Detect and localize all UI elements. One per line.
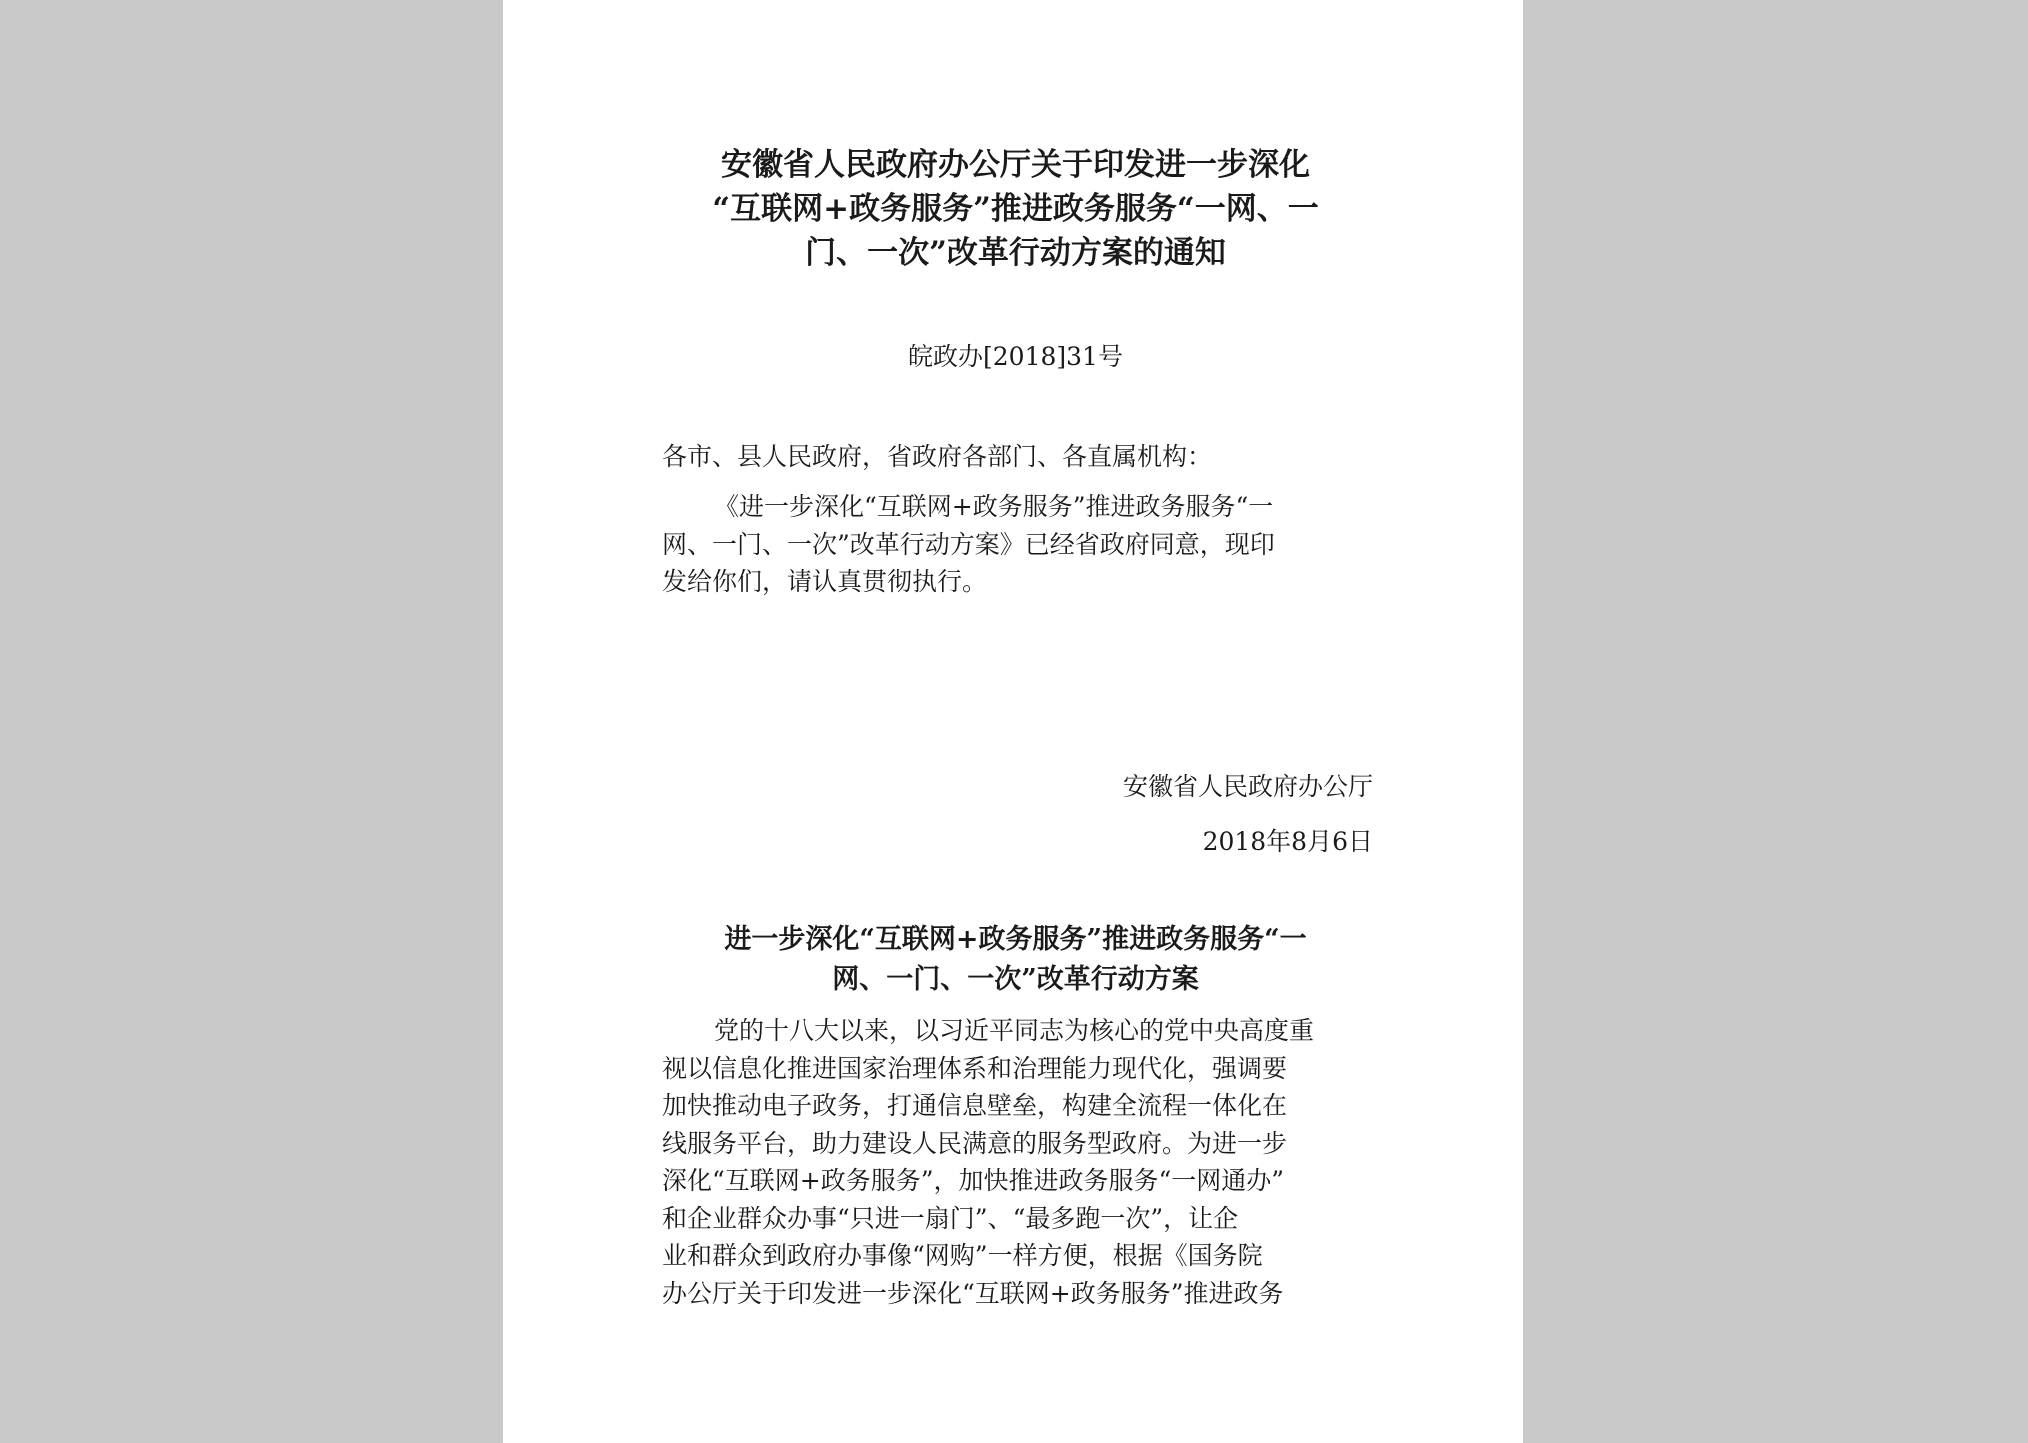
paragraph-line: 深化“互联网+政务服务”，加快推进政务服务“一网通办” (662, 1166, 1285, 1195)
paragraph-line: 《进一步深化“互联网+政务服务”推进政务服务“一 (714, 492, 1274, 521)
paragraph-line: 业和群众到政府办事像“网购”一样方便，根据《国务院 (662, 1241, 1263, 1270)
signature-date: 2018年8月6日 (1202, 827, 1373, 856)
plan-title (658, 920, 1373, 1000)
plan-title-line: 进一步深化“互联网+政务服务”推进政务服务“一 (724, 924, 1307, 955)
paragraph-line: 和企业群众办事“只进一扇门”、“最多跑一次”，让企 (662, 1203, 1239, 1233)
notice-paragraph (662, 488, 1377, 601)
title-line: 门、一次”改革行动方案的通知 (805, 235, 1226, 271)
paragraph-line: 办公厅关于印发进一步深化“互联网+政务服务”推进政务 (662, 1278, 1284, 1308)
paragraph-line: 网、一门、一次”改革行动方案》已经省政府同意，现印 (662, 529, 1275, 559)
paragraph-line: 线服务平台，助力建设人民满意的服务型政府。为进一步 (662, 1128, 1288, 1158)
document-title (658, 143, 1373, 275)
paragraph-line: 视以信息化推进国家治理体系和治理能力现代化，强调要 (662, 1053, 1288, 1083)
title-line: 安徽省人民政府办公厅关于印发进一步深化 (721, 147, 1310, 183)
paragraph-line: 加快推动电子政务，打通信息壁垒，构建全流程一体化在 (662, 1091, 1288, 1120)
plan-paragraph (662, 1012, 1377, 1312)
addressee: 各市、县人民政府，省政府各部门、各直属机构： (662, 442, 1213, 471)
document-number: 皖政办[2018]31号 (908, 342, 1123, 371)
paragraph-line: 发给你们，请认真贯彻执行。 (662, 567, 988, 596)
plan-title-line: 网、一门、一次”改革行动方案 (832, 964, 1199, 995)
paragraph-line: 党的十八大以来，以习近平同志为核心的党中央高度重 (714, 1016, 1315, 1045)
title-line: “互联网+政务服务”推进政务服务“一网、一 (712, 191, 1319, 227)
document-page (503, 0, 1523, 1443)
signature-organization: 安徽省人民政府办公厅 (1122, 772, 1373, 801)
